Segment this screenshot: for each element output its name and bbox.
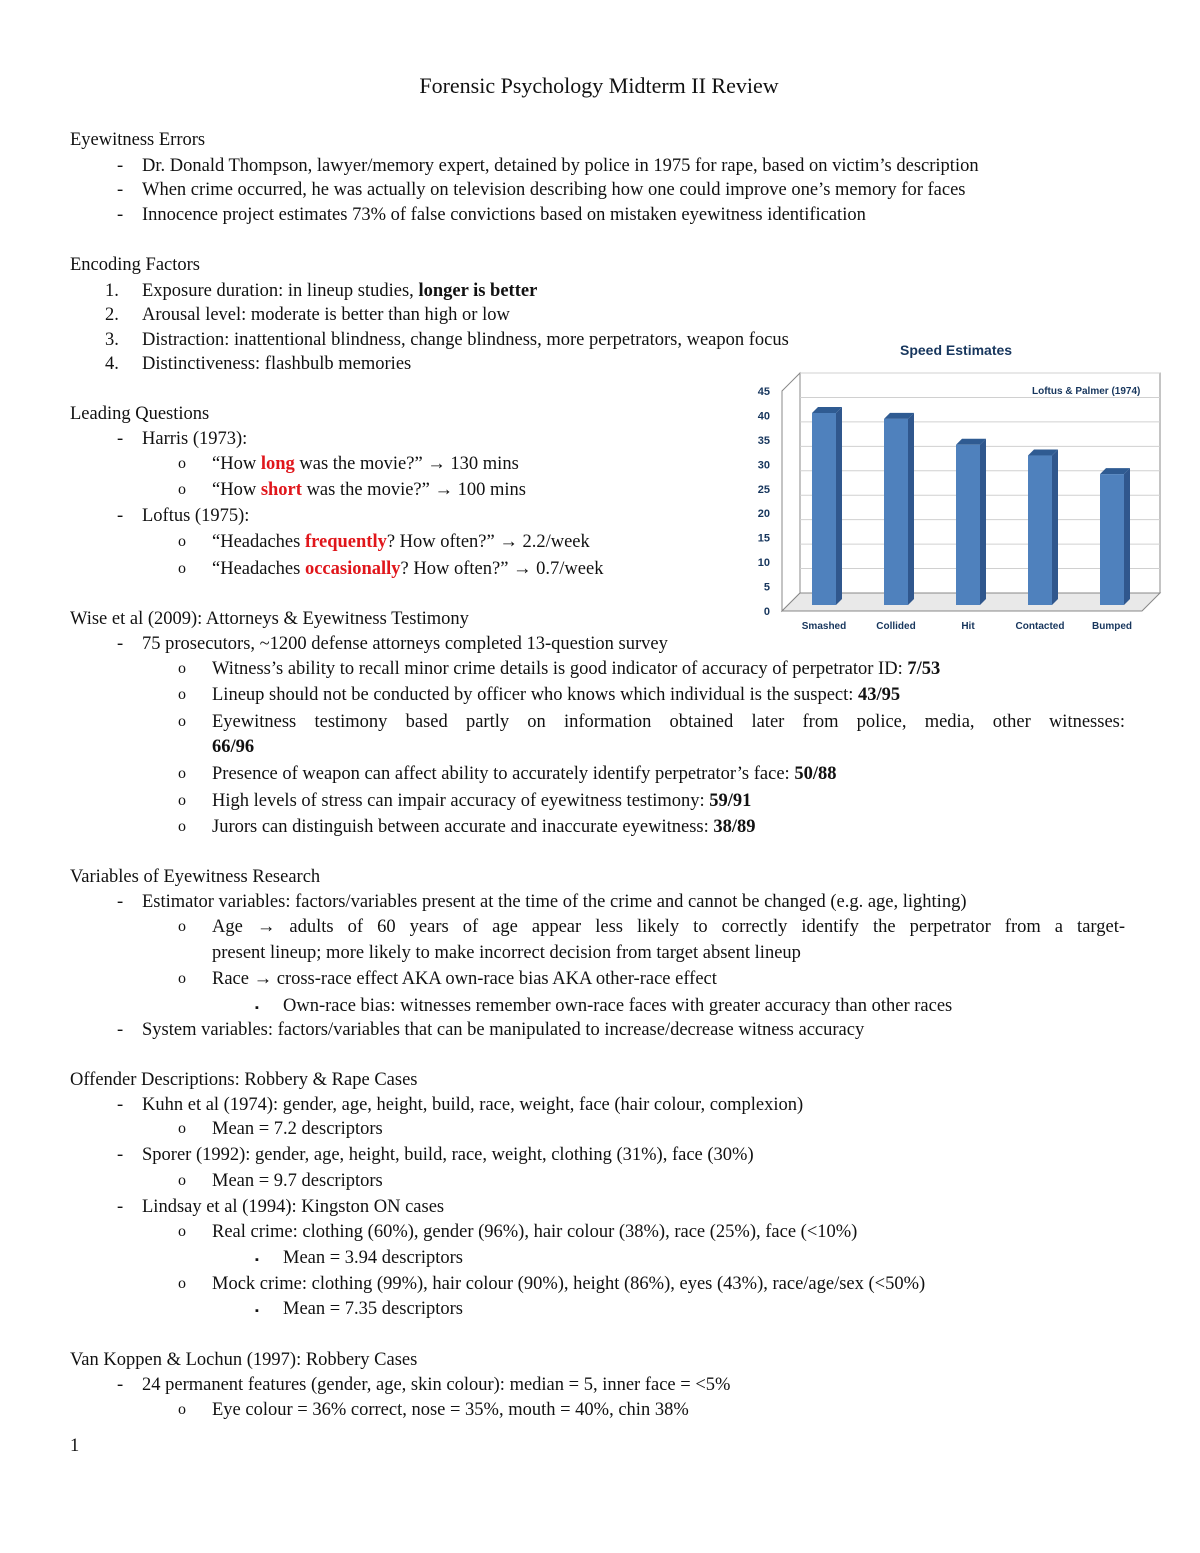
y-tick-label: 40 bbox=[757, 410, 770, 423]
arrow-icon: → bbox=[427, 454, 446, 474]
y-tick-label: 45 bbox=[757, 386, 770, 398]
y-tick-label: 15 bbox=[757, 532, 770, 545]
y-tick-label: 10 bbox=[757, 557, 770, 570]
bar bbox=[812, 413, 836, 605]
arrow-icon: → bbox=[253, 969, 273, 989]
bar-side bbox=[1052, 450, 1058, 605]
bar-side bbox=[836, 407, 842, 605]
section-heading-offender-descriptions: Offender Descriptions: Robbery & Rape Cases bbox=[70, 1070, 418, 1090]
x-tick-label: Collided bbox=[876, 621, 916, 632]
speed-estimates-chart bbox=[742, 333, 1162, 637]
y-tick-label: 20 bbox=[757, 508, 770, 521]
bar bbox=[1028, 456, 1052, 605]
x-axis-labels bbox=[802, 621, 1132, 632]
y-tick-label: 25 bbox=[757, 483, 770, 496]
chart-title: Speed Estimates bbox=[900, 342, 1013, 358]
x-tick-label: Smashed bbox=[801, 621, 847, 632]
bar-side bbox=[908, 413, 914, 605]
section-heading-encoding-factors: Encoding Factors bbox=[70, 255, 200, 275]
bar bbox=[1100, 474, 1124, 605]
section-heading-van-koppen: Van Koppen & Lochun (1997): Robbery Cases bbox=[70, 1350, 418, 1370]
section-heading-wise: Wise et al (2009): Attorneys & Eyewitness Testimony bbox=[70, 609, 469, 629]
y-tick-label: 30 bbox=[757, 459, 770, 472]
x-tick-label: Hit bbox=[961, 621, 975, 632]
y-tick-label: 5 bbox=[763, 581, 770, 594]
bar-side bbox=[980, 439, 986, 605]
y-tick-label: 35 bbox=[757, 434, 770, 447]
x-tick-label: Bumped bbox=[1092, 621, 1132, 632]
page-title: Forensic Psychology Midterm II Review bbox=[419, 73, 779, 98]
x-tick-label: Contacted bbox=[1015, 621, 1065, 632]
chart-side-wall bbox=[782, 373, 800, 611]
bar-side bbox=[1124, 468, 1130, 605]
bar bbox=[956, 445, 980, 605]
y-tick-label: 0 bbox=[763, 606, 770, 618]
arrow-icon: → bbox=[499, 532, 518, 552]
page-number: 1 bbox=[70, 1436, 80, 1456]
arrow-icon: → bbox=[434, 480, 453, 500]
section-heading-leading-questions: Leading Questions bbox=[70, 404, 210, 424]
arrow-icon: → bbox=[256, 917, 276, 937]
arrow-icon: → bbox=[513, 559, 532, 579]
section-heading-eyewitness-errors: Eyewitness Errors bbox=[70, 130, 206, 150]
bar bbox=[884, 419, 908, 605]
section-heading-variables: Variables of Eyewitness Research bbox=[70, 867, 321, 887]
chart-annotation: Loftus & Palmer (1974) bbox=[1032, 386, 1141, 397]
